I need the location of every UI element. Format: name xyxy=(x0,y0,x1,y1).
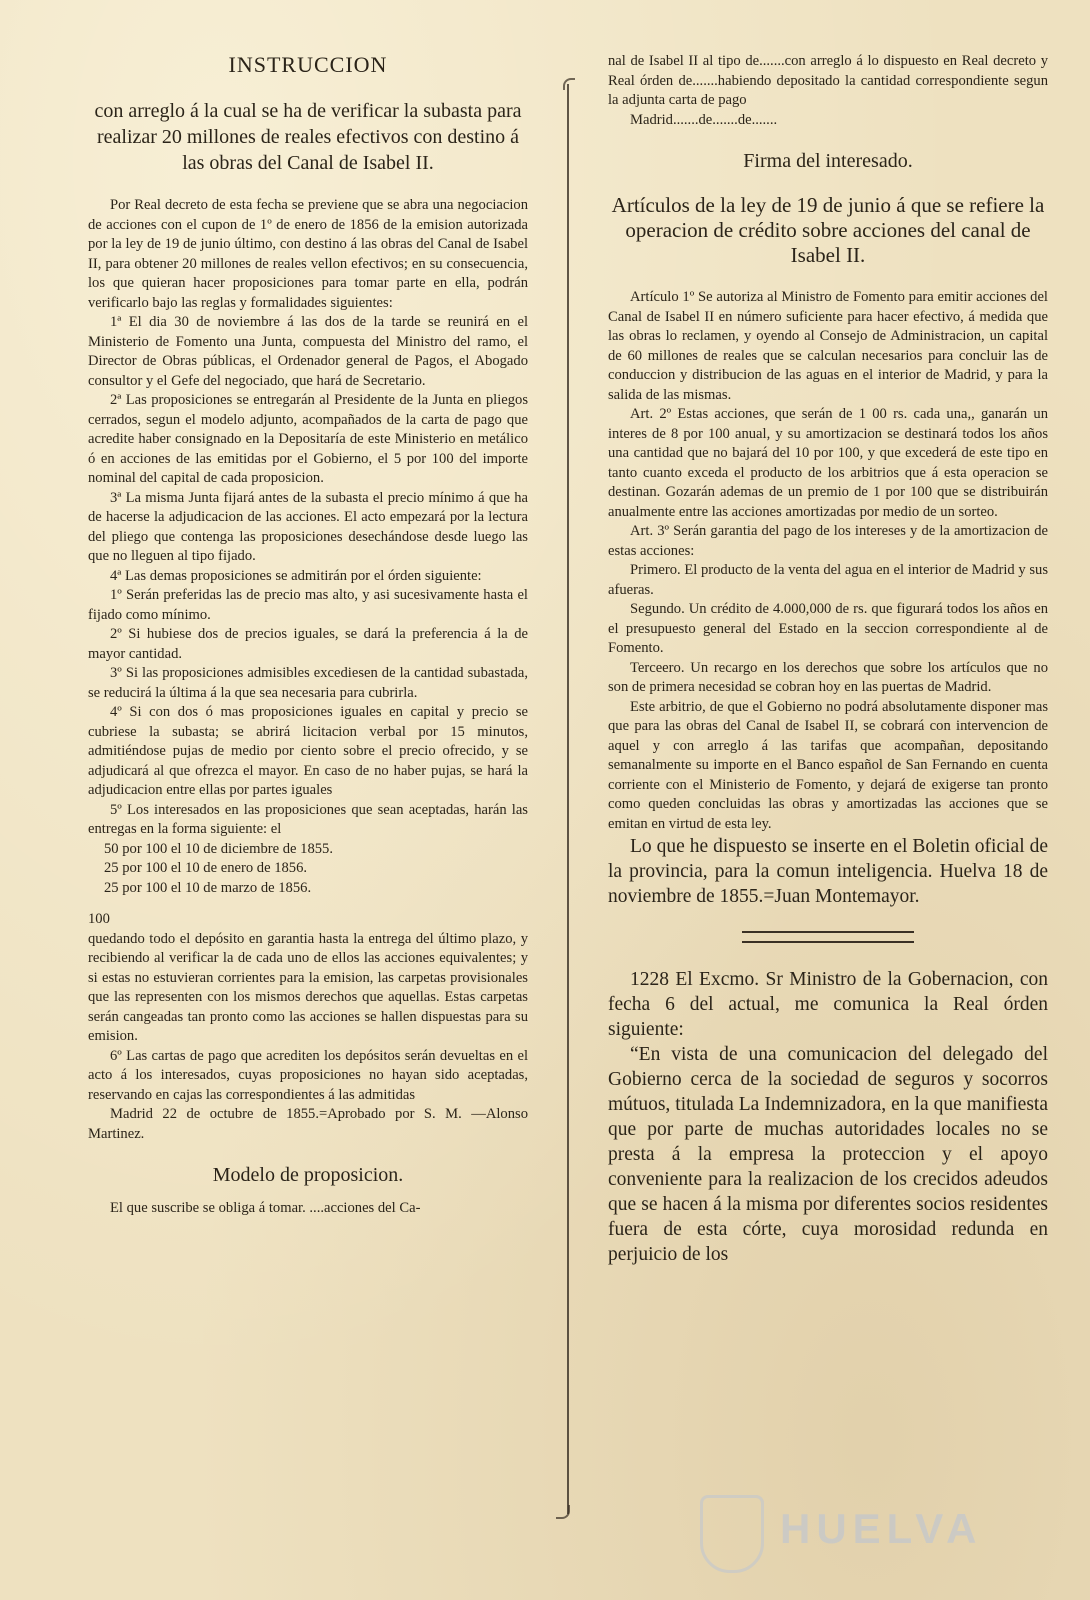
model-date-line: Madrid.......de.......de....... xyxy=(630,111,778,128)
section-divider xyxy=(742,931,914,943)
rule-6: 6º Las cartas de pago que acrediten los depósitos serán devueltas en el acto á los interesados, cuyas proposiciones no hayan sido aceptadas, reservando en cajas las correspondientes á las admitidas xyxy=(88,1047,528,1103)
articles-heading: Artículos de la ley de 19 de junio á que se refiere la operacion de crédito sobre acciones del canal de Isabel II. xyxy=(611,193,1045,267)
rule-3: 3ª La misma Junta fijará antes de la subasta el precio mínimo á que ha de hacerse la adjudicacion de las acciones. El acto empezará por la lectura del pliego que contenga las proposiciones desechándose desde luego las que no lleguen al tipo fijado. xyxy=(88,489,528,564)
watermark-crest-icon xyxy=(700,1495,764,1573)
rule-5: 5º Los interesados en las proposiciones que sean aceptadas, harán las entregas en la forma siguiente: el xyxy=(88,801,528,837)
stray-number: 100 xyxy=(88,911,110,927)
signature-line: Firma del interesado. xyxy=(743,150,913,172)
rule-4: 4ª Las demas proposiciones se admitirán por el órden siguiente: xyxy=(110,567,482,584)
closing-paragraph: Lo que he dispuesto se inserte en el Boletin oficial de la provincia, para la comun inteligencia. Huelva 18 de noviembre de 1855.=Juan Montemayor. xyxy=(608,836,1048,907)
model-text: El que suscribe se obliga á tomar. ....acciones del Ca- xyxy=(110,1200,421,1216)
arbitrio-paragraph: Este arbitrio, de que el Gobierno no podrá absolutamente disponer mas que para las obras del Canal de Isabel II, se cobrará con intervencion de aquel y con arreglo á las tarifas que acompañan, depositando semanalmente su importe en el Banco español de San Fernando en cuenta corriente con el Ministerio de Fomento, y dejará de exigerse tan pronto como queden concluidas las obras y amortizadas las acciones que se emitan en virtud de esta ley. xyxy=(608,698,1048,832)
payment-line-3: 25 por 100 el 10 de marzo de 1856. xyxy=(104,879,312,896)
rule-4-sub-3: 3º Si las proposiciones admisibles excediesen de la cantidad subastada, se reducirá la última á la que sea necesaria para cubrirla. xyxy=(88,665,528,701)
article-1: Artículo 1º Se autoriza al Ministro de Fomento para emitir acciones del Canal de Isabel II en número suficiente para hacer efectivo, á medida que las obras lo reclamen, y oyendo al Consejo de Administracion, un capital de 60 millones de reales que se calculan necesarios para concluir las de conduccion y distribucion de las aguas en el interior de Madrid, y para la salida de las mismas. xyxy=(608,289,1048,403)
model-continuation: nal de Isabel II al tipo de.......con arreglo á lo dispuesto en Real decreto y Real órden de.......habiendo depositado la cantidad correspondiente segun la adjunta carta de pago xyxy=(608,53,1048,108)
rule-1: 1ª El dia 30 de noviembre á las dos de la tarde se reunirá en el Ministerio de Fomento una Junta, compuesta del Ministro del ramo, el Director de Obras públicas, el Ordenador general de Pagos, el Abogado consultor y el Gefe del negociado, que hará de Secretario. xyxy=(88,314,528,389)
right-column xyxy=(608,52,1048,1267)
instruction-subtitle: con arreglo á la cual se ha de verificar la subasta para realizar 20 millones de reales efectivos con destino á las obras del Canal de Isabel II. xyxy=(94,100,522,174)
guarantee-second: Segundo. Un crédito de 4.000,000 de rs. que figurará todos los años en el presupuesto general del Estado en la seccion correspondiente al de Fomento. xyxy=(608,601,1048,656)
rule-4-sub-1: 1º Serán preferidas las de precio mas alto, y asi sucesivamente hasta el fijado como mínimo. xyxy=(88,587,528,623)
rule-2: 2ª Las proposiciones se entregarán al Presidente de la Junta en pliegos cerrados, segun el modelo adjunto, acompañados de la carta de pago que acredite haber consignado en la Depositaría de este Ministerio en metálico ó en acciones de las emitidas por el Gobierno, el 5 por 100 del importe nominal del capital de cada proposicion. xyxy=(88,392,528,486)
notice-body: “En vista de una comunicacion del delegado del Gobierno cerca de la sociedad de seguros y socorros mútuos, titulada La Indemnizadora, en la que manifiesta que por parte de muchas autoridades locales no se presta á la empresa la proteccion y el apoyo conveniente para la realizacion de los crecidos adeudos que se hacen á la misma por diferentes socios residentes fuera de esta córte, cuya morosidad redunda en perjuicio de los xyxy=(608,1044,1048,1265)
rule-5-continuation: quedando todo el depósito en garantia hasta la entrega del último plazo, y recibiendo al verificar la de cada uno de ellos las acciones equivalentes; y si estas no estuvieran corrientes para la emision, las carpetas provisionales que las representen con los mismos derechos que aquellas. Estas carpetas serán cangeadas tan pronto como las acciones se hallen dispuestas para su emision. xyxy=(88,930,528,1044)
watermark-text: HUELVA xyxy=(780,1505,983,1552)
left-column xyxy=(88,52,528,1219)
payment-line-2: 25 por 100 el 10 de enero de 1856. xyxy=(104,860,308,876)
model-heading: Modelo de proposicion. xyxy=(212,1164,404,1186)
column-rule-bottom-curl xyxy=(556,1505,570,1519)
article-2: Art. 2º Estas acciones, que serán de 1 00 rs. cada una,, ganarán un interes de 8 por 100 anual, y su amortizacion se destinará todos los años una cantidad que no bajará del 10 por 100, y que excederá de este tipo en tanto cuanto exceda el producto de los arbitrios que á esta operacion se destinan. Gozarán ademas de un premio de 1 por 100 que se distribuirán anualmente entre las acciones amortizadas por medio de un sorteo. xyxy=(608,406,1048,520)
intro-paragraph: Por Real decreto de esta fecha se previene que se abra una negociacion de acciones con el cupon de 1º de enero de 1856 de la emision autorizada por la ley de 19 de junio último, con destino á las obras del Canal de Isabel II, para obtener 20 millones de reales vellon efectivos; en su consecuencia, los que quieran hacer proposiciones para tomar parte en ella, podrán verificarlo bajo las reglas y formalidades siguientes: xyxy=(88,197,528,311)
notice-intro: 1228 El Excmo. Sr Ministro de la Gobernacion, con fecha 6 del actual, me comunica la Real órden siguiente: xyxy=(608,969,1048,1040)
payment-line-1: 50 por 100 el 10 de diciembre de 1855. xyxy=(104,840,333,857)
approval-date: Madrid 22 de octubre de 1855.=Aprobado por S. M. —Alonso Martinez. xyxy=(88,1106,528,1142)
article-3: Art. 3º Serán garantia del pago de los intereses y de la amortizacion de estas acciones: xyxy=(608,523,1048,559)
column-rule-top-curl xyxy=(563,78,575,90)
rule-4-sub-4: 4º Si con dos ó mas proposiciones iguales en capital y precio se cubriese la subasta; se abrirá licitacion verbal por 15 minutos, admitiéndose pujas de medio por ciento sobre el precio ofrecido, y se adjudicará al que ofrezca el mayor. En caso de no haber pujas, se hará la adjudicacion entre ellas por partes iguales xyxy=(88,704,528,798)
guarantee-third: Terceero. Un recargo en los derechos que sobre los artículos que no son de primera necesidad se cobran hoy en las puertas de Madrid. xyxy=(608,659,1048,695)
instruction-title: INSTRUCCION xyxy=(228,52,388,77)
column-divider xyxy=(567,84,569,1514)
rule-4-sub-2: 2º Si hubiese dos de precios iguales, se dará la preferencia á la de mayor cantidad. xyxy=(88,626,528,662)
guarantee-first: Primero. El producto de la venta del agua en el interior de Madrid y sus afueras. xyxy=(608,562,1048,598)
